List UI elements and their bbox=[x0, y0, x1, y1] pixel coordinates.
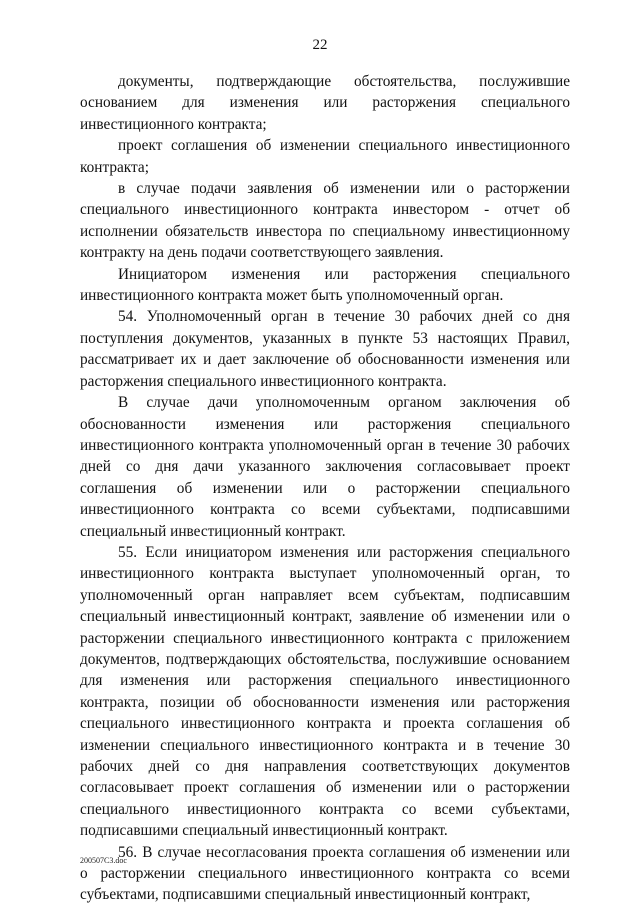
page-number: 22 bbox=[312, 37, 328, 53]
paragraph-documents-list-item: документы, подтверждающие обстоятельства, послужившие основанием для изменения или расторжения специального инвестиционного контракта; bbox=[80, 73, 570, 133]
paragraph-clause-54-approval: В случае дачи уполномоченным органом заключения об обоснованности изменения или расторжения специального инвестиционного контракта уполномоченный орган в течение 30 рабочих дней со дня дачи указанного заключения согласовывает проект соглашения об изменении или о расторжении специального инвестиционного контракта со всеми субъектами, подписавшими специальный инвестиционный контракт. bbox=[80, 394, 570, 540]
paragraph-initiator: Инициатором изменения или расторжения специального инвестиционного контракта может быть уполномоченный орган. bbox=[80, 265, 570, 305]
paragraph-clause-55: 55. Если инициатором изменения или расторжения специального инвестиционного контракта выступает уполномоченный орган, то уполномоченный орган направляет всем субъектам, подписавшим специальный инвестиционный контракт, заявление об изменении или о расторжении специального инвестиционного контракта с приложением документов, подтверждающих обстоятельства, послужившие основанием для изменения или расторжения специального инвестиционного контракта, позиции об обоснованности изменения или расторжения специального инвестиционного контракта и проекта соглашения об изменении специального инвестиционного контракта и в течение 30 рабочих дней со дня направления соответствующих документов согласовывает проект соглашения об изменении или о расторжении специального инвестиционного контракта со всеми субъектами, подписавшими специальный инвестиционный контракт. bbox=[80, 543, 570, 840]
paragraph-clause-56: 56. В случае несогласования проекта соглашения об изменении или о расторжении специального инвестиционного контракта со всеми субъектами, подписавшими специальный инвестиционный контракт, bbox=[80, 843, 570, 904]
paragraph-draft-agreement: проект соглашения об изменении специального инвестиционного контракта; bbox=[80, 137, 570, 176]
paragraph-investor-report: в случае подачи заявления об изменении или о расторжении специального инвестиционного контракта инвестором - отчет об исполнении обязательств инвестора по специальному инвестиционному контракту на день подачи соответствующего заявления. bbox=[80, 180, 570, 262]
footer-file-code: 200507С3.doc bbox=[80, 856, 127, 865]
document-body bbox=[80, 71, 570, 906]
paragraph-clause-54: 54. Уполномоченный орган в течение 30 рабочих дней со дня поступления документов, указанных в пункте 53 настоящих Правил, рассматривает их и дает заключение об обоснованности изменения или расторжения специального инвестиционного контракта. bbox=[80, 308, 570, 390]
